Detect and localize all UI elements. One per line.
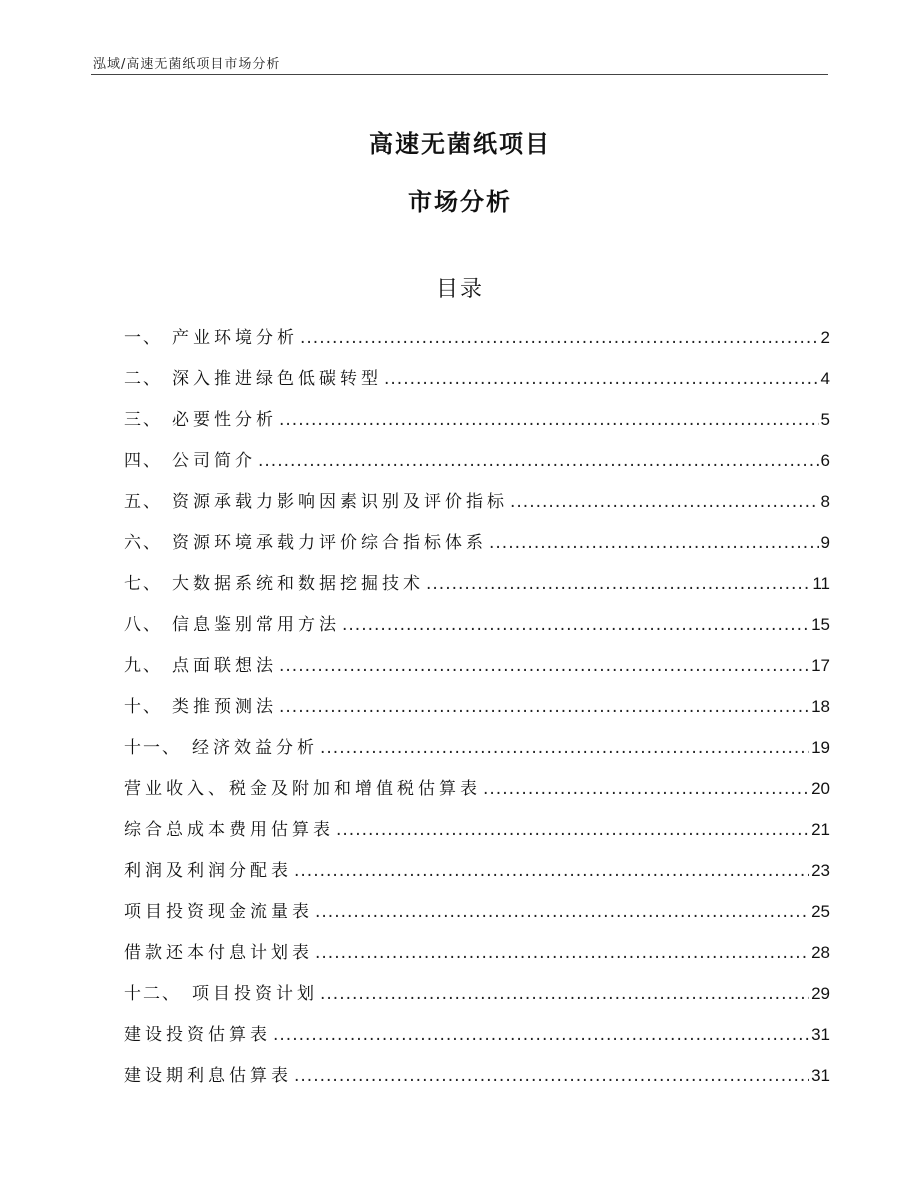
toc-leader-dots	[510, 492, 819, 512]
toc-leader-dots	[336, 820, 809, 840]
toc-leader-dots	[294, 861, 809, 881]
toc-entry-title: 信息鉴别常用方法	[172, 615, 340, 635]
toc-entry-title: 项目投资现金流量表	[124, 902, 313, 922]
toc-leader-dots	[315, 943, 809, 963]
toc-entry[interactable]	[124, 446, 830, 487]
toc-entry-number: 六、	[124, 533, 162, 553]
toc-leader-dots	[300, 328, 819, 348]
toc-entry-page: 21	[811, 820, 830, 839]
toc-entry-number: 三、	[124, 410, 162, 430]
toc-leader-dots	[483, 779, 809, 799]
toc-leader-dots	[273, 1025, 809, 1045]
toc-entry-number: 四、	[124, 451, 162, 471]
toc-entry[interactable]	[124, 364, 830, 405]
toc-entry[interactable]	[124, 323, 830, 364]
toc-entry-title: 资源承载力影响因素识别及评价指标	[172, 492, 508, 512]
toc-entry[interactable]	[124, 856, 830, 897]
toc-entry[interactable]	[124, 528, 830, 569]
toc-entry-number: 八、	[124, 615, 162, 635]
toc-entry-page: 6	[820, 451, 830, 470]
toc-entry-page: 31	[811, 1025, 830, 1044]
toc-entry[interactable]	[124, 692, 830, 733]
toc-entry[interactable]	[124, 487, 830, 528]
toc-entry[interactable]	[124, 651, 830, 692]
toc-entry-title: 类推预测法	[172, 697, 277, 717]
toc-entry-title: 深入推进绿色低碳转型	[172, 369, 382, 389]
toc-leader-dots	[320, 984, 809, 1004]
toc-entry[interactable]	[124, 1061, 830, 1102]
toc-entry[interactable]	[124, 815, 830, 856]
toc-leader-dots	[315, 902, 809, 922]
toc-heading: 目录	[435, 277, 484, 302]
toc-entry-number: 五、	[124, 492, 162, 512]
toc-entry-title: 资源环境承载力评价综合指标体系	[172, 533, 487, 553]
toc-leader-dots	[279, 410, 819, 430]
toc-leader-dots	[294, 1066, 809, 1086]
toc-entry-page: 15	[811, 615, 830, 634]
toc-entry[interactable]	[124, 979, 830, 1020]
toc-entry-page: 11	[812, 574, 830, 593]
toc-entry-page: 29	[811, 984, 830, 1003]
toc-entry[interactable]	[124, 897, 830, 938]
toc-entry-number: 十、	[124, 697, 162, 717]
toc-entry-number: 十二、	[124, 984, 181, 1004]
toc-entry-title: 建设期利息估算表	[124, 1066, 292, 1086]
toc-leader-dots	[342, 615, 809, 635]
toc-entry[interactable]	[124, 610, 830, 651]
toc-entry-title: 大数据系统和数据挖掘技术	[172, 574, 424, 594]
toc-leader-dots	[258, 451, 819, 471]
toc-entry-title: 产业环境分析	[172, 328, 298, 348]
toc-entry-title: 经济效益分析	[192, 738, 318, 758]
toc-entry-number: 十一、	[124, 738, 181, 758]
toc-entry-number: 七、	[124, 574, 162, 594]
toc-leader-dots	[426, 574, 810, 594]
toc-entry-page: 8	[820, 492, 830, 511]
toc-entry-title: 项目投资计划	[192, 984, 318, 1004]
toc-entry[interactable]	[124, 938, 830, 979]
toc-entry-page: 4	[820, 369, 830, 388]
toc-entry-number: 一、	[124, 328, 162, 348]
document-title: 高速无菌纸项目	[369, 130, 551, 158]
toc-leader-dots	[279, 656, 809, 676]
toc-leader-dots	[279, 697, 809, 717]
toc-entry-title: 利润及利润分配表	[124, 861, 292, 881]
document-subtitle: 市场分析	[408, 188, 512, 216]
toc-entry-page: 20	[811, 779, 830, 798]
toc-entry[interactable]	[124, 405, 830, 446]
toc-entry-number: 二、	[124, 369, 162, 389]
toc-entry-page: 17	[811, 656, 830, 675]
toc-entry-number: 九、	[124, 656, 162, 676]
header-divider	[91, 74, 828, 75]
running-header: 泓域/高速无菌纸项目市场分析	[93, 57, 281, 72]
toc-entry-page: 23	[811, 861, 830, 880]
toc-leader-dots	[384, 369, 819, 389]
toc-entry[interactable]	[124, 733, 830, 774]
toc-entry-page: 19	[811, 738, 830, 757]
toc-entry-title: 借款还本付息计划表	[124, 943, 313, 963]
toc-entry-page: 31	[811, 1066, 830, 1085]
toc-entry-title: 点面联想法	[172, 656, 277, 676]
toc-leader-dots	[320, 738, 809, 758]
toc-entry-title: 必要性分析	[172, 410, 277, 430]
toc-entry-page: 28	[811, 943, 830, 962]
table-of-contents	[124, 323, 830, 1102]
toc-entry-page: 9	[820, 533, 830, 552]
toc-leader-dots	[489, 533, 819, 553]
toc-entry-title: 综合总成本费用估算表	[124, 820, 334, 840]
toc-entry-title: 公司简介	[172, 451, 256, 471]
toc-entry[interactable]	[124, 774, 830, 815]
toc-entry-page: 2	[820, 328, 830, 347]
toc-entry-page: 25	[811, 902, 830, 921]
toc-entry-title: 建设投资估算表	[124, 1025, 271, 1045]
toc-entry-page: 18	[811, 697, 830, 716]
toc-entry-title: 营业收入、税金及附加和增值税估算表	[124, 779, 481, 799]
toc-entry[interactable]	[124, 569, 830, 610]
toc-entry[interactable]	[124, 1020, 830, 1061]
toc-entry-page: 5	[820, 410, 830, 429]
